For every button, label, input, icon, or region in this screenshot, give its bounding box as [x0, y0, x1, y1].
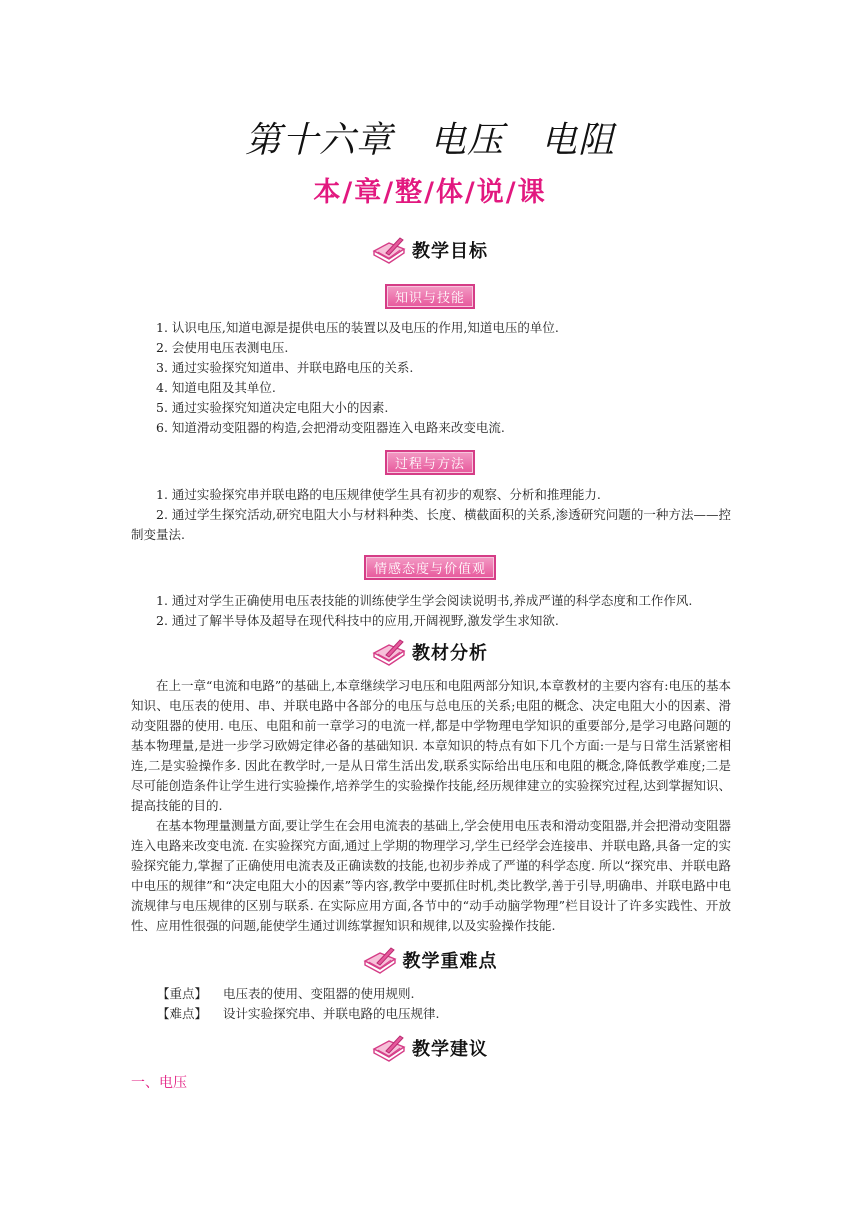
list-item: 1. 认识电压,知道电源是提供电压的装置以及电压的作用,知道电压的单位.: [156, 320, 559, 335]
hard-label: 【难点】: [157, 1006, 208, 1021]
section-title: 教学目标: [412, 241, 488, 262]
section-title: 教材分析: [412, 643, 488, 664]
tag-knowledge: 知识与技能: [0, 284, 860, 309]
key-point-row: [157, 984, 414, 1004]
book-pen-icon: [372, 235, 406, 265]
emotion-list: [131, 591, 731, 631]
chapter-title: 第十六章 电压 电阻: [244, 120, 615, 161]
section-heading-analysis: [0, 636, 860, 668]
section-title: 教学重难点: [402, 951, 498, 972]
book-pen-icon: [372, 1033, 406, 1063]
list-item: 5. 通过实验探究知道决定电阻大小的因素.: [156, 400, 389, 415]
tag-emotion: 情感态度与价值观: [0, 555, 860, 580]
paragraph: 在基本物理量测量方面,要让学生在会用电流表的基础上,学会使用电压表和滑动变阻器,并会把滑动变阻器连入电路来改变电流. 在实验探究方面,通过上学期的物理学习,学生已经学会连接串、并联电路,具备一定的实验探究能力,掌握了正确使用电流表及正确读数的技能,也初步养成了严谨的科学态度. 所以“探究串、并联电路中电压的规律”和“决定电阻大小的因素”等内容,教学中要抓住时机,类比教学,善于引导,明确串、并联电路中电流规律与电压规律的区别与联系. 在实际应用方面,各节中的“动手动脑学物理”栏目设计了许多实践性、开放性、应用性很强的问题,能使学生通过训练掌握知识和规律,以及实验操作技能.: [131, 818, 731, 933]
list-item: 6. 知道滑动变阻器的构造,会把滑动变阻器连入电路来改变电流.: [156, 420, 505, 435]
tag-process: 过程与方法: [0, 450, 860, 475]
list-item: 1. 通过实验探究串并联电路的电压规律使学生具有初步的观察、分析和推理能力.: [156, 487, 601, 502]
process-list: [131, 485, 731, 545]
book-pen-icon: [363, 945, 397, 975]
analysis-text: [131, 676, 731, 936]
list-item: 3. 通过实验探究知道串、并联电路电压的关系.: [156, 360, 414, 375]
section-title: 教学建议: [412, 1039, 488, 1060]
key-label: 【重点】: [157, 986, 208, 1001]
section-heading-suggestions: [0, 1032, 860, 1064]
section-heading-keypoints: [0, 944, 860, 976]
subheading-voltage: 一、电压: [131, 1075, 187, 1091]
list-item: 2. 会使用电压表测电压.: [156, 340, 289, 355]
paragraph: 在上一章“电流和电路”的基础上,本章继续学习电压和电阻两部分知识,本章教材的主要内容有:电压的基本知识、电压表的使用、串、并联电路中各部分的电压与总电压的关系;电阻的概念、决定电阻大小的因素、滑动变阻器的使用. 电压、电阻和前一章学习的电流一样,都是中学物理电学知识的重要部分,是学习电路问题的基本物理量,是进一步学习欧姆定律必备的基础知识. 本章知识的特点有如下几个方面:一是与日常生活紧密相连,二是实验操作多. 因此在教学时,一是从日常生活出发,联系实际给出电压和电阻的概念,降低教学难度;二是尽可能创造条件让学生进行实验操作,培养学生的实验操作技能,经历规律建立的实验探究过程,达到掌握知识、提高技能的目的.: [131, 678, 731, 813]
list-item: 4. 知道电阻及其单位.: [156, 380, 276, 395]
list-item: 2. 通过了解半导体及超导在现代科技中的应用,开阔视野,激发学生求知欲.: [156, 613, 559, 628]
list-item: 1. 通过对学生正确使用电压表技能的训练使学生学会阅读说明书,养成严谨的科学态度和工作作风.: [156, 593, 693, 608]
section-heading-goals: [0, 234, 860, 266]
list-item: 2. 通过学生探究活动,研究电阻大小与材料种类、长度、横截面积的关系,渗透研究问题的一种方法——控制变量法.: [131, 507, 731, 542]
key-text: 电压表的使用、变阻器的使用规则.: [223, 986, 415, 1001]
hard-text: 设计实验探究串、并联电路的电压规律.: [223, 1006, 440, 1021]
hard-point-row: [157, 1004, 439, 1024]
book-pen-icon: [372, 637, 406, 667]
chapter-subtitle: 本/章/整/体/说/课: [313, 177, 547, 208]
knowledge-list: [131, 318, 731, 438]
